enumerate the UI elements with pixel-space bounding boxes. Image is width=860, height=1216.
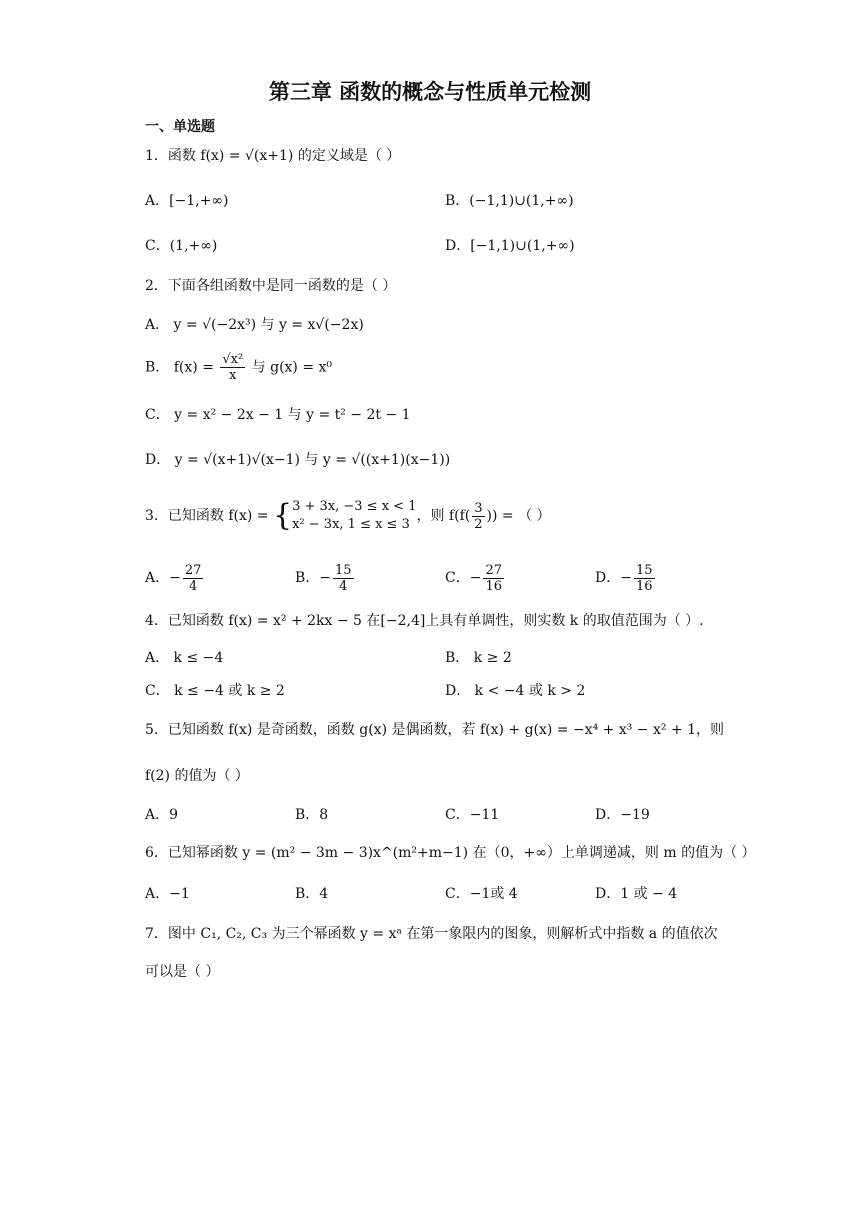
question-2-option-b-suffix: 与 g(x) = x⁰ <box>247 359 333 376</box>
question-3-stem-prefix: 3．已知函数 f(x) = <box>145 508 273 524</box>
question-5-option-c: C．−11 <box>445 807 500 823</box>
question-4-option-b: B． k ≥ 2 <box>445 650 512 666</box>
question-5-option-d: D．−19 <box>595 807 650 823</box>
question-1-option-d: D．[−1,1)∪(1,+∞) <box>445 238 575 254</box>
question-2-option-c: C． y = x² − 2x − 1 与 y = t² − 2t − 1 <box>145 407 411 423</box>
piecewise-case-1: 3 + 3x, −3 ≤ x < 1 <box>292 499 417 514</box>
fraction-denominator: x <box>229 368 237 383</box>
question-2-stem: 2．下面各组函数中是同一函数的是（ ） <box>145 278 397 294</box>
question-6-stem: 6．已知幂函数 y = (m² − 3m − 3)x^(m²+m−1) 在（0，+∞）上单调递减，则 m 的值为（ ） <box>145 845 756 861</box>
question-3-option-c <box>445 560 506 596</box>
fraction-denominator: 16 <box>635 578 653 594</box>
option-label: D．− <box>595 570 632 586</box>
fraction-numerator: 3 <box>474 500 483 516</box>
piecewise-case-2: x² − 3x, 1 ≤ x ≤ 3 <box>292 517 410 532</box>
fraction-numerator: 27 <box>184 562 202 578</box>
section-heading: 一、单选题 <box>145 119 215 135</box>
question-3-argument-fraction <box>472 501 484 532</box>
question-1-option-b: B．(−1,1)∪(1,+∞) <box>445 193 574 209</box>
question-2-option-d: D． y = √(x+1)√(x−1) 与 y = √((x+1)(x−1)) <box>145 452 451 468</box>
fraction-denominator: 16 <box>485 578 502 594</box>
question-4-option-a: A． k ≤ −4 <box>145 650 224 666</box>
question-5-stem-line-1: 5．已知函数 f(x) 是奇函数，函数 g(x) 是偶函数，若 f(x) + g(x) = −x⁴ + x³ − x² + 1，则 <box>145 722 725 738</box>
fraction-denominator: 2 <box>474 516 483 532</box>
option-fraction <box>333 563 354 594</box>
question-2-option-b <box>145 352 332 383</box>
question-4-option-d: D． k < −4 或 k > 2 <box>445 683 586 699</box>
piecewise-brace: { <box>273 498 293 533</box>
question-3-option-d <box>595 560 657 596</box>
question-3-stem-suffix: )) = （ ） <box>486 508 551 524</box>
option-label: B．− <box>295 570 332 586</box>
question-7-stem-line-1: 7．图中 C₁, C₂, C₃ 为三个幂函数 y = xᵃ 在第一象限内的图象，则解析式中指数 a 的值依次 <box>145 926 718 942</box>
question-5-option-b: B．8 <box>295 807 329 823</box>
question-3-stem-middle: ，则 f(f( <box>416 508 471 524</box>
question-3-stem <box>145 496 551 536</box>
fraction-denominator: 4 <box>339 578 348 594</box>
question-1-option-a: A．[−1,+∞) <box>145 193 229 209</box>
question-1-option-c: C．(1,+∞) <box>145 238 218 254</box>
fraction-numerator: √x² <box>222 352 244 367</box>
option-label: A．− <box>145 570 181 586</box>
fraction-numerator: 15 <box>335 562 352 578</box>
fraction-denominator: 4 <box>188 578 198 594</box>
question-2-option-b-fraction <box>220 352 245 383</box>
question-2-option-a: A． y = √(−2x³) 与 y = x√(−2x) <box>145 317 364 333</box>
question-6-option-c: C．−1或 4 <box>445 886 518 902</box>
option-fraction <box>634 563 655 594</box>
page-title: 第三章 函数的概念与性质单元检测 <box>268 80 592 104</box>
question-7-stem-line-2: 可以是（ ） <box>145 964 220 980</box>
piecewise-cases <box>292 498 416 534</box>
question-3-option-b <box>295 560 356 596</box>
option-label: C．− <box>445 570 482 586</box>
question-4-option-c: C． k ≤ −4 或 k ≥ 2 <box>145 683 285 699</box>
question-6-option-a: A．−1 <box>145 886 190 902</box>
fraction-numerator: 15 <box>635 562 653 578</box>
question-5-option-a: A．9 <box>145 807 179 823</box>
question-4-stem: 4．已知函数 f(x) = x² + 2kx − 5 在[−2,4]上具有单调性，则实数 k 的取值范围为（ ）. <box>145 613 704 629</box>
question-1-stem: 1．函数 f(x) = √(x+1) 的定义域是（ ） <box>145 148 401 164</box>
option-fraction <box>483 563 504 594</box>
option-fraction <box>183 563 204 594</box>
question-6-option-b: B．4 <box>295 886 329 902</box>
question-3-option-a <box>145 560 205 596</box>
question-2-option-b-prefix: B． f(x) = <box>145 359 219 376</box>
question-5-stem-line-2: f(2) 的值为（ ） <box>145 768 249 784</box>
question-6-option-d: D．1 或 − 4 <box>595 886 678 902</box>
fraction-numerator: 27 <box>485 562 502 578</box>
